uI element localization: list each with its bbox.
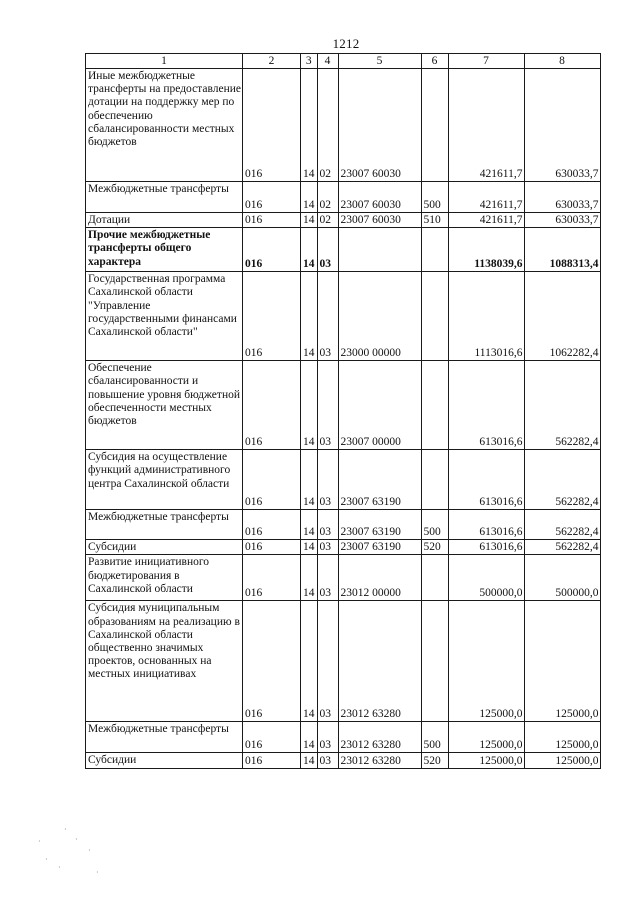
table-row [86, 213, 601, 228]
header-row [86, 54, 601, 69]
cell-expense-type: 500 [421, 722, 448, 753]
cell-name: Межбюджетные трансферты [86, 510, 243, 540]
cell-amount-year-1: 421611,7 [448, 69, 524, 182]
cell-name: Прочие межбюджетные трансферты общего характера [86, 228, 243, 272]
cell-subsection: 03 [317, 228, 338, 272]
cell-ministry: 016 [243, 722, 301, 753]
cell-subsection: 03 [317, 601, 338, 722]
scan-speck: · [45, 855, 48, 864]
cell-target-article: 23012 00000 [338, 555, 421, 601]
cell-name: Субсидия на осуществление функций административного центра Сахалинской области [86, 450, 243, 510]
cell-amount-year-1: 125000,0 [448, 753, 524, 768]
cell-section: 14 [301, 361, 318, 450]
cell-section: 14 [301, 69, 318, 182]
table-row [86, 361, 601, 450]
cell-section: 14 [301, 228, 318, 272]
cell-amount-year-1: 421611,7 [448, 182, 524, 213]
cell-name: Субсидия муниципальным образованиям на реализацию в Сахалинской области общественно значимых проектов, основанных на местных инициативах [86, 601, 243, 722]
cell-expense-type [421, 361, 448, 450]
cell-section: 14 [301, 213, 318, 228]
table-row [86, 540, 601, 555]
table-row [86, 722, 601, 753]
cell-ministry: 016 [243, 213, 301, 228]
cell-target-article: 23007 63190 [338, 450, 421, 510]
cell-amount-year-2: 500000,0 [524, 555, 600, 601]
table-row [86, 450, 601, 510]
cell-target-article: 23007 63190 [338, 510, 421, 540]
cell-section: 14 [301, 272, 318, 361]
cell-amount-year-2: 562282,4 [524, 450, 600, 510]
header-cell-ministry: 2 [243, 54, 301, 69]
cell-target-article [338, 228, 421, 272]
cell-target-article: 23000 00000 [338, 272, 421, 361]
cell-ministry: 016 [243, 272, 301, 361]
cell-target-article: 23012 63280 [338, 601, 421, 722]
table-body [86, 69, 601, 769]
cell-section: 14 [301, 753, 318, 768]
scan-speck: · [88, 846, 91, 855]
cell-name: Субсидии [86, 540, 243, 555]
cell-subsection: 03 [317, 272, 338, 361]
header-cell-section: 3 [301, 54, 318, 69]
cell-target-article: 23012 63280 [338, 722, 421, 753]
cell-subsection: 03 [317, 540, 338, 555]
cell-subsection: 02 [317, 182, 338, 213]
cell-amount-year-2: 630033,7 [524, 182, 600, 213]
page-number: 1212 [332, 36, 360, 51]
cell-amount-year-1: 613016,6 [448, 540, 524, 555]
cell-section: 14 [301, 555, 318, 601]
cell-subsection: 02 [317, 213, 338, 228]
cell-subsection: 03 [317, 753, 338, 768]
cell-name: Дотации [86, 213, 243, 228]
header-cell-amount-year-2: 8 [524, 54, 600, 69]
cell-amount-year-2: 630033,7 [524, 213, 600, 228]
cell-section: 14 [301, 601, 318, 722]
cell-amount-year-2: 562282,4 [524, 510, 600, 540]
cell-expense-type: 500 [421, 182, 448, 213]
table-row [86, 753, 601, 768]
cell-expense-type: 520 [421, 753, 448, 768]
cell-amount-year-2: 125000,0 [524, 722, 600, 753]
cell-expense-type [421, 272, 448, 361]
scan-speck: · [58, 863, 61, 872]
cell-amount-year-2: 630033,7 [524, 69, 600, 182]
cell-expense-type [421, 69, 448, 182]
cell-amount-year-1: 421611,7 [448, 213, 524, 228]
cell-section: 14 [301, 540, 318, 555]
header-cell-name: 1 [86, 54, 243, 69]
cell-ministry: 016 [243, 601, 301, 722]
cell-name: Иные межбюджетные трансферты на предоставление дотации на поддержку мер по обеспечению сбалансированности местных бюджетов [86, 69, 243, 182]
cell-amount-year-2: 125000,0 [524, 753, 600, 768]
cell-name: Субсидии [86, 753, 243, 768]
cell-amount-year-2: 562282,4 [524, 361, 600, 450]
cell-section: 14 [301, 722, 318, 753]
cell-amount-year-2: 1062282,4 [524, 272, 600, 361]
scan-speck: · [38, 837, 41, 846]
cell-subsection: 02 [317, 69, 338, 182]
table-row [86, 182, 601, 213]
cell-amount-year-2: 562282,4 [524, 540, 600, 555]
cell-expense-type [421, 228, 448, 272]
cell-ministry: 016 [243, 540, 301, 555]
cell-subsection: 03 [317, 450, 338, 510]
cell-target-article: 23007 63190 [338, 540, 421, 555]
cell-amount-year-1: 613016,6 [448, 361, 524, 450]
cell-ministry: 016 [243, 753, 301, 768]
table-row [86, 510, 601, 540]
header-cell-amount-year-1: 7 [448, 54, 524, 69]
cell-ministry: 016 [243, 361, 301, 450]
cell-subsection: 03 [317, 555, 338, 601]
cell-name: Развитие инициативного бюджетирования в Сахалинской области [86, 555, 243, 601]
table-row [86, 601, 601, 722]
cell-section: 14 [301, 182, 318, 213]
cell-section: 14 [301, 450, 318, 510]
cell-target-article: 23012 63280 [338, 753, 421, 768]
cell-target-article: 23007 60030 [338, 213, 421, 228]
cell-expense-type: 500 [421, 510, 448, 540]
cell-ministry: 016 [243, 182, 301, 213]
cell-expense-type [421, 601, 448, 722]
cell-expense-type: 510 [421, 213, 448, 228]
cell-expense-type [421, 450, 448, 510]
cell-expense-type: 520 [421, 540, 448, 555]
cell-target-article: 23007 60030 [338, 182, 421, 213]
cell-subsection: 03 [317, 361, 338, 450]
cell-target-article: 23007 60030 [338, 69, 421, 182]
scan-speck: · [75, 835, 78, 844]
header-cell-expense-type: 6 [421, 54, 448, 69]
table-row [86, 228, 601, 272]
cell-amount-year-1: 125000,0 [448, 601, 524, 722]
cell-name: Обеспечение сбалансированности и повышение уровня бюджетной обеспеченности местных бюджетов [86, 361, 243, 450]
header-cell-subsection: 4 [317, 54, 338, 69]
cell-amount-year-1: 500000,0 [448, 555, 524, 601]
scan-speck: · [96, 868, 99, 877]
cell-amount-year-2: 125000,0 [524, 601, 600, 722]
cell-ministry: 016 [243, 450, 301, 510]
cell-section: 14 [301, 510, 318, 540]
header-cell-target-article: 5 [338, 54, 421, 69]
cell-amount-year-1: 1113016,6 [448, 272, 524, 361]
cell-name: Межбюджетные трансферты [86, 722, 243, 753]
cell-name: Межбюджетные трансферты [86, 182, 243, 213]
cell-ministry: 016 [243, 510, 301, 540]
cell-ministry: 016 [243, 555, 301, 601]
cell-ministry: 016 [243, 228, 301, 272]
cell-amount-year-1: 613016,6 [448, 510, 524, 540]
table-row [86, 272, 601, 361]
table-row [86, 555, 601, 601]
cell-target-article: 23007 00000 [338, 361, 421, 450]
cell-expense-type [421, 555, 448, 601]
cell-subsection: 03 [317, 510, 338, 540]
cell-amount-year-2: 1088313,4 [524, 228, 600, 272]
budget-table [85, 53, 601, 769]
cell-subsection: 03 [317, 722, 338, 753]
cell-amount-year-1: 125000,0 [448, 722, 524, 753]
cell-amount-year-1: 1138039,6 [448, 228, 524, 272]
cell-amount-year-1: 613016,6 [448, 450, 524, 510]
cell-ministry: 016 [243, 69, 301, 182]
cell-name: Государственная программа Сахалинской области "Управление государственными финансами Сахалинской области" [86, 272, 243, 361]
scan-speck: · [64, 825, 67, 834]
table-row [86, 69, 601, 182]
